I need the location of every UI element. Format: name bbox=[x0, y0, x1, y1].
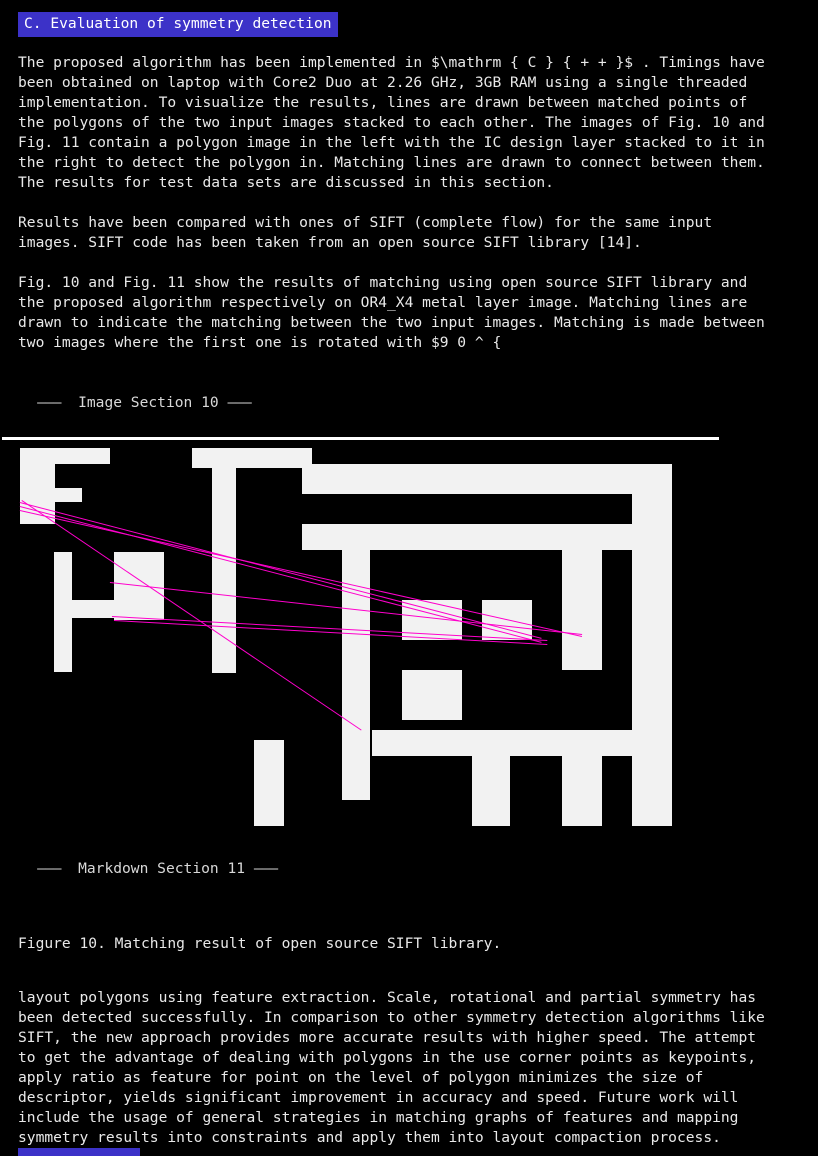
paragraph-3: Fig. 10 and Fig. 11 show the results of matching using open source SIFT library and the proposed algorithm respectively on OR4_X4 metal layer image. Matching lines are drawn to indicate the matching between the two input images. Matching is made between two images where the first one is rotated with $9 0 ^ { bbox=[18, 274, 774, 351]
layout-polygon bbox=[562, 550, 602, 670]
layout-polygon bbox=[192, 448, 312, 468]
layout-polygon bbox=[20, 448, 110, 464]
figure-caption: Figure 10. Matching result of open source SIFT library. bbox=[18, 934, 502, 952]
paragraph-1: The proposed algorithm has been implemented in $\mathrm { C } { + + }$ . Timings have been obtained on laptop with Core2 Duo at 2.26 GHz, 3GB RAM using a single threaded implementation. To visualize the results, lines are drawn between matched points of the polygons of the two input images stacked to each other. The images of Fig. 10 and Fig. 11 contain a polygon image in the left with the IC design layer stacked to it in the right to detect the polygon in. Matching lines are drawn to connect between them. The results for test data sets are discussed in this section. bbox=[18, 54, 774, 191]
layout-polygon bbox=[52, 488, 82, 502]
separator-dash-left: ——— bbox=[37, 394, 61, 411]
layout-polygon bbox=[632, 464, 672, 826]
next-section-highlight bbox=[18, 1148, 140, 1156]
section-heading-row bbox=[0, 0, 818, 37]
figure-10 bbox=[0, 437, 818, 829]
markdown-section-label: Markdown Section 11 bbox=[78, 860, 246, 877]
markdown-section-separator bbox=[0, 839, 818, 899]
separator-dash-right-2: ——— bbox=[253, 860, 278, 877]
figure-image bbox=[2, 440, 719, 829]
separator-dash-right: ——— bbox=[227, 394, 251, 411]
layout-polygon bbox=[562, 730, 602, 826]
image-section-label: Image Section 10 bbox=[78, 394, 219, 411]
layout-polygon bbox=[254, 740, 284, 826]
layout-polygon bbox=[302, 524, 632, 550]
layout-polygon bbox=[402, 670, 462, 720]
layout-polygon bbox=[472, 756, 510, 826]
match-line bbox=[20, 502, 542, 639]
image-section-separator bbox=[0, 373, 818, 433]
figure-canvas bbox=[2, 440, 719, 829]
paragraph-2: Results have been compared with ones of SIFT (complete flow) for the same input images. SIFT code has been taken from an open source SIFT library [14]. bbox=[18, 214, 721, 251]
layout-polygon bbox=[302, 464, 632, 494]
section-heading: C. Evaluation of symmetry detection bbox=[18, 12, 338, 37]
separator-dash-left-2: ——— bbox=[37, 860, 61, 877]
closing-paragraph: layout polygons using feature extraction. Scale, rotational and partial symmetry has been detected successfully. In comparison to other symmetry detection algorithms like SIFT, the new approach provides more accurate results with higher speed. The attempt to get the advantage of dealing with polygons in the use corner points as keypoints, apply ratio as feature for point on the level of polygon minimizes the size of descriptor, yields significant improvement in accuracy and speed. Future work will include the usage of general strategies in matching graphs of features and mapping symmetry results into constraints and apply them into layout compaction process. bbox=[18, 989, 774, 1147]
